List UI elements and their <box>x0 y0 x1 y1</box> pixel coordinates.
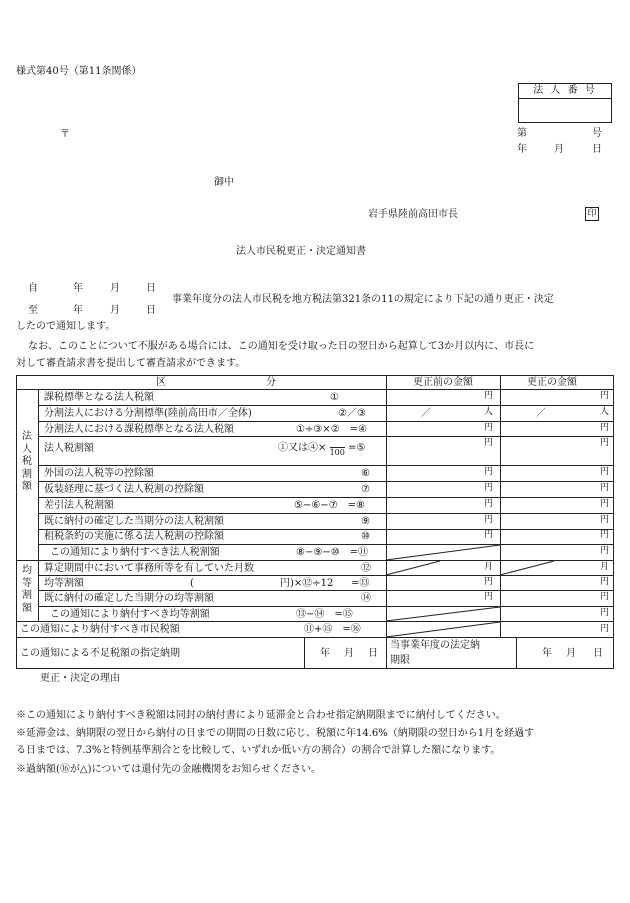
row-label: 法人税割額 <box>44 443 94 454</box>
row-label: この通知により納付すべき均等割額 <box>50 609 210 620</box>
paren-close: 円)×⑫÷12 <box>280 578 334 589</box>
row-mark: ⑨ <box>361 516 370 527</box>
deadline-day: 日 <box>368 648 378 659</box>
unit-month: 月 <box>600 562 610 572</box>
row-label: 租税条約の実施に係る法人税割の控除額 <box>44 531 224 542</box>
unit-yen: 円 <box>600 515 610 525</box>
row-label: 均等割額 <box>44 578 84 589</box>
statutory-day: 日 <box>593 648 603 659</box>
form-number: 様式第40号（第11条関係） <box>16 66 142 77</box>
group-corporate-tax: 法 人 税 割 額 <box>22 431 32 492</box>
row-label: 差引法人税割額 <box>44 500 114 511</box>
slash: ／ <box>421 408 431 419</box>
unit-yen: 円 <box>484 423 494 433</box>
row-label: 既に納付の確定した当期分の法人税割額 <box>44 516 224 527</box>
unit-yen: 円 <box>600 499 610 509</box>
unit-yen: 円 <box>600 423 610 433</box>
unit-yen: 円 <box>484 515 494 525</box>
row-label: 算定期間中において事務所等を有していた月数 <box>44 563 254 574</box>
unit-yen: 円 <box>600 391 610 401</box>
corporate-number-label: 法 人 番 号 <box>519 84 611 99</box>
statutory-deadline-label-cont: 期限 <box>390 655 410 666</box>
unit-month: 月 <box>484 562 494 572</box>
issue-date-month: 月 <box>554 144 564 155</box>
row-mark: ① <box>330 392 339 403</box>
doc-number-suffix: 号 <box>592 128 602 139</box>
deadline-label: この通知による不足税額の指定納期 <box>20 648 180 659</box>
unit-yen: 円 <box>484 530 494 540</box>
deadline-year: 年 <box>320 648 330 659</box>
appeal-text: なお、このことについて不服がある場合には、この通知を受け取った日の翌日から起算して3か月以内に、市長に <box>28 341 535 352</box>
seal-mark: 印 <box>585 207 599 221</box>
unit-yen: 円 <box>600 608 610 618</box>
tax-table <box>16 375 614 669</box>
period-text: 事業年度分の法人市民税を地方税法第321条の11の規定により下記の通り更正・決定 <box>172 294 554 305</box>
period-from-day: 日 <box>146 283 156 294</box>
document-title: 法人市民税更正・決定通知書 <box>236 246 366 257</box>
header-before: 更正前の金額 <box>413 377 473 388</box>
period-text-cont: したので通知します。 <box>16 321 116 332</box>
doc-number-prefix: 第 <box>517 128 527 139</box>
unit-yen: 円 <box>600 624 610 634</box>
row-mark: ②／③ <box>338 408 366 419</box>
unit-yen: 円 <box>600 592 610 602</box>
row-label: 既に納付の確定した当期分の均等割額 <box>44 593 214 604</box>
unit-yen: 円 <box>600 546 610 556</box>
row-label: 仮装経理に基づく法人税割の控除額 <box>44 484 204 495</box>
unit-yen: 円 <box>484 592 494 602</box>
row-mark: ⑤−⑥−⑦ =⑧ <box>294 500 365 511</box>
period-from-month: 月 <box>110 283 120 294</box>
header-after: 更正の金額 <box>527 377 577 388</box>
unit-yen: 円 <box>484 499 494 509</box>
statutory-deadline-label: 当事業年度の法定納 <box>390 640 480 651</box>
issue-date-day: 日 <box>592 144 602 155</box>
paren-open: ( <box>190 578 194 589</box>
statutory-year: 年 <box>542 648 552 659</box>
row-mark: ⑩ <box>361 531 370 542</box>
row-formula: ①又は④× 100 =⑤ <box>278 439 365 457</box>
row-label: 分割法人における課税標準となる法人税額 <box>44 424 234 435</box>
unit-yen: 円 <box>600 438 610 448</box>
row-mark: ⑭ <box>361 593 371 604</box>
appeal-text-cont: 対して審査請求書を提出して審査請求ができます。 <box>16 358 246 369</box>
deadline-month: 月 <box>344 648 354 659</box>
unit-person: 人 <box>484 407 494 417</box>
group-per-capita: 均 等 割 額 <box>22 565 32 614</box>
unit-yen: 円 <box>484 391 494 401</box>
issuer-name: 岩手県陸前高田市長 <box>368 209 458 220</box>
period-to: 至 <box>28 305 38 316</box>
unit-person: 人 <box>600 407 610 417</box>
unit-yen: 円 <box>484 438 494 448</box>
row-mark: ⑥ <box>361 468 370 479</box>
note-delinquency-cont: る日までは、7.3%と特例基準割合とを比較して、いずれか低い方の割合）の割合で計算した額になります。 <box>16 745 501 756</box>
period-from: 自 <box>28 283 38 294</box>
row-mark: ⑧−⑨−⑩ =⑪ <box>296 547 369 558</box>
unit-yen: 円 <box>600 530 610 540</box>
note-refund: ※過納額(⑯が△)については還付先の金融機関をお知らせください。 <box>16 764 321 775</box>
row-label: 外国の法人税等の控除額 <box>44 468 154 479</box>
period-to-month: 月 <box>110 305 120 316</box>
period-to-day: 日 <box>146 305 156 316</box>
unit-yen: 円 <box>600 467 610 477</box>
statutory-month: 月 <box>566 648 576 659</box>
row-mark: ⑦ <box>361 484 370 495</box>
unit-yen: 円 <box>600 483 610 493</box>
slash: ／ <box>536 408 546 419</box>
unit-yen: 円 <box>484 467 494 477</box>
period-to-year: 年 <box>73 305 83 316</box>
issue-date-year: 年 <box>517 144 527 155</box>
row-mark: ⑫ <box>361 563 371 574</box>
row-label: 分割法人における分割標準(陸前高田市／全体) <box>44 408 252 419</box>
note-delinquency: ※延滞金は、納期限の翌日から納付の日までの期間の日数に応じ、税額に年14.6%（納期限の翌日から1月を経過す <box>16 728 535 739</box>
addressee-suffix: 御中 <box>214 177 234 188</box>
row-mark: ⑬−⑭ =⑮ <box>296 609 353 620</box>
row-label: この通知により納付すべき法人税割額 <box>50 547 220 558</box>
reason-label: 更正・決定の理由 <box>40 673 120 684</box>
corporate-number-box <box>518 83 612 123</box>
row-mark: ①÷③×② =④ <box>296 424 367 435</box>
unit-yen: 円 <box>484 483 494 493</box>
postal-mark: 〒 <box>60 129 70 140</box>
row-mark: =⑬ <box>351 578 370 589</box>
row-label: この通知により納付すべき市民税額 <box>20 624 180 635</box>
unit-yen: 円 <box>600 577 610 587</box>
row-mark: ⑪+⑮ =⑯ <box>304 624 361 635</box>
period-from-year: 年 <box>73 283 83 294</box>
note-payment: ※この通知により納付すべき税額は同封の納付書により延滞金と合わせ指定納期限までに納付してください。 <box>16 710 506 721</box>
unit-yen: 円 <box>484 577 494 587</box>
fraction: 100 <box>329 448 345 457</box>
header-category: 区 分 <box>156 377 276 388</box>
row-label: 課税標準となる法人税額 <box>44 392 154 403</box>
